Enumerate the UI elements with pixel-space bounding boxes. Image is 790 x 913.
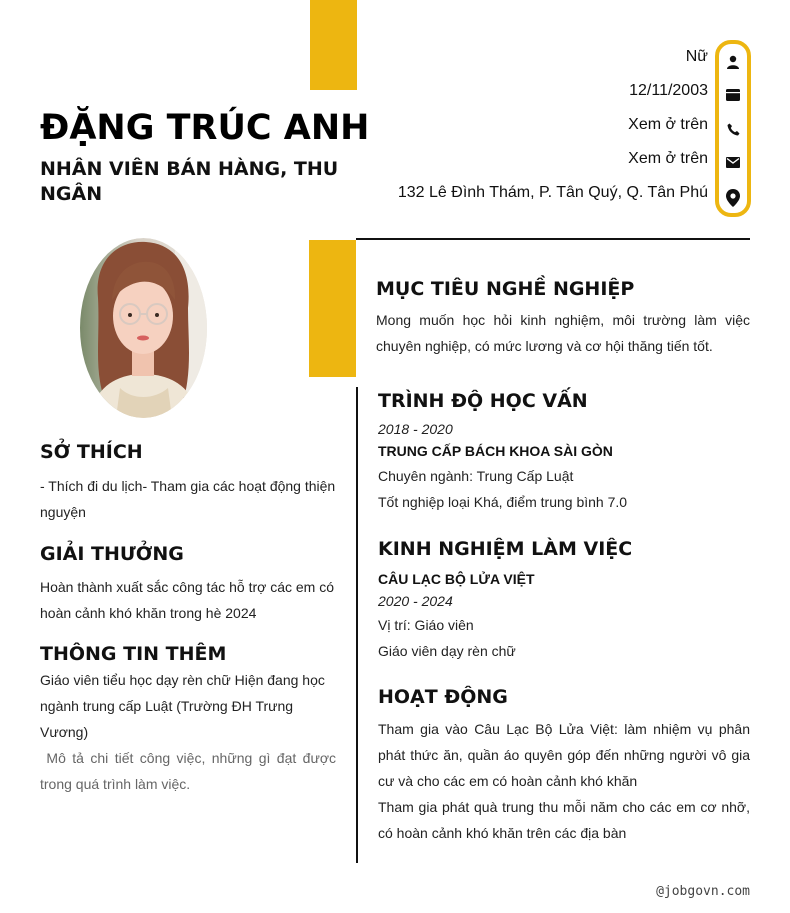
experience-heading: KINH NGHIỆM LÀM VIỆC bbox=[378, 538, 633, 560]
hobbies-heading: SỞ THÍCH bbox=[40, 441, 143, 463]
job-title: NHÂN VIÊN BÁN HÀNG, THU NGÂN bbox=[40, 158, 339, 205]
contact-birthday: 12/11/2003 bbox=[629, 82, 708, 99]
experience-section bbox=[378, 538, 750, 664]
experience-period: 2020 - 2024 bbox=[378, 593, 453, 609]
accent-block-middle bbox=[309, 240, 356, 377]
user-icon bbox=[719, 48, 747, 76]
contact-email: Xem ở trên bbox=[628, 150, 708, 167]
location-pin-icon bbox=[719, 184, 747, 212]
extra-info-placeholder: Mô tả chi tiết công việc, những gì đạt được trong quá trình làm việc. bbox=[40, 750, 340, 792]
activities-section bbox=[378, 686, 750, 846]
activities-item-1: Tham gia vào Câu Lạc Bộ Lửa Việt: làm nhiệm vụ phân phát thức ăn, quần áo quyên góp đến những người vô gia cư và cho các em có hoàn cảnh khó khăn bbox=[378, 721, 750, 789]
accent-block-top bbox=[310, 0, 357, 90]
contact-gender: Nữ bbox=[685, 48, 708, 65]
avatar bbox=[80, 238, 207, 418]
column-divider bbox=[356, 387, 358, 863]
extra-info-heading: THÔNG TIN THÊM bbox=[40, 643, 227, 665]
extra-info-section bbox=[40, 643, 340, 797]
activities-item-2: Tham gia phát quà trung thu mỗi năm cho các em cơ nhỡ, có hoàn cảnh khó khăn trên các địa bàn bbox=[378, 799, 750, 841]
education-heading: TRÌNH ĐỘ HỌC VẤN bbox=[378, 390, 588, 412]
awards-heading: GIẢI THƯỞNG bbox=[40, 543, 184, 565]
education-result: Tốt nghiệp loại Khá, điểm trung bình 7.0 bbox=[378, 494, 628, 510]
experience-org: CÂU LẠC BỘ LỬA VIỆT bbox=[378, 571, 535, 587]
objective-section bbox=[376, 278, 750, 359]
contact-icon-column bbox=[715, 40, 751, 217]
objective-text: Mong muốn học hỏi kinh nghiệm, môi trường làm việc chuyên nghiệp, có mức lương và cơ hội thăng tiến tốt. bbox=[376, 312, 750, 354]
hobbies-section bbox=[40, 441, 336, 525]
phone-icon bbox=[719, 115, 747, 143]
objective-heading: MỤC TIÊU NGHỀ NGHIỆP bbox=[376, 278, 635, 300]
footer-watermark: @jobgovn.com bbox=[656, 884, 750, 899]
extra-info-text: Giáo viên tiểu học dạy rèn chữ Hiện đang học ngành trung cấp Luật (Trường ĐH Trưng Vương) bbox=[40, 672, 325, 740]
education-section bbox=[378, 390, 750, 515]
email-icon bbox=[719, 148, 747, 176]
hobbies-text: - Thích đi du lịch- Tham gia các hoạt động thiện nguyện bbox=[40, 478, 336, 520]
header-divider bbox=[356, 238, 750, 240]
contact-address: 132 Lê Đình Thám, P. Tân Quý, Q. Tân Phú bbox=[397, 184, 708, 201]
contact-list bbox=[398, 43, 708, 213]
contact-phone: Xem ở trên bbox=[628, 116, 708, 133]
experience-description: Giáo viên dạy rèn chữ bbox=[378, 643, 516, 659]
education-period: 2018 - 2020 bbox=[378, 421, 453, 437]
awards-text: Hoàn thành xuất sắc công tác hỗ trợ các em có hoàn cảnh khó khăn trong hè 2024 bbox=[40, 579, 335, 621]
education-major: Chuyên ngành: Trung Cấp Luật bbox=[378, 468, 574, 484]
awards-section bbox=[40, 543, 336, 626]
education-school: TRUNG CẤP BÁCH KHOA SÀI GÒN bbox=[378, 443, 613, 459]
experience-position: Vị trí: Giáo viên bbox=[378, 617, 474, 633]
candidate-name: ĐẶNG TRÚC ANH bbox=[40, 108, 370, 148]
activities-heading: HOẠT ĐỘNG bbox=[378, 686, 508, 708]
calendar-icon bbox=[719, 81, 747, 109]
